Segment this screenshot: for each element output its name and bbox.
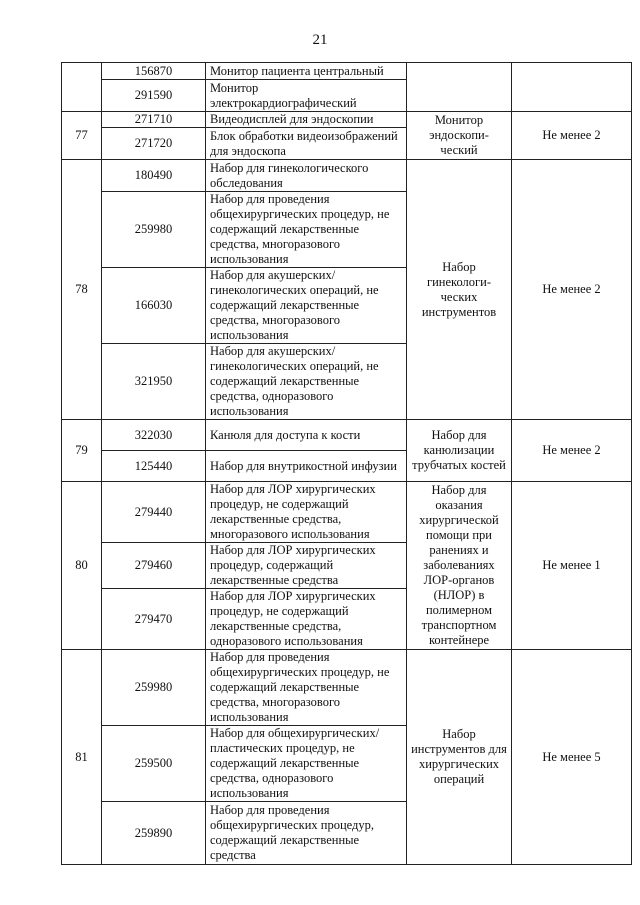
code-cell: 279460 <box>102 543 206 589</box>
table-row <box>62 160 632 192</box>
code-cell: 279440 <box>102 482 206 543</box>
group-title: Набор для канюлизации трубчатых костей <box>407 420 512 482</box>
name-cell: Монитор электрокардиографический <box>206 80 407 112</box>
code-cell: 259890 <box>102 802 206 865</box>
name-cell: Набор для ЛОР хирургических процедур, содержащий лекарственные средства <box>206 543 407 589</box>
code-cell: 125440 <box>102 451 206 482</box>
item-number: 79 <box>62 420 102 482</box>
table-row <box>62 650 632 726</box>
item-number: 78 <box>62 160 102 420</box>
code-cell: 166030 <box>102 268 206 344</box>
specification-table <box>61 62 632 865</box>
name-cell: Набор для гинекологического обследования <box>206 160 407 192</box>
item-number-empty <box>62 63 102 112</box>
code-cell: 291590 <box>102 80 206 112</box>
group-title: Монитор эндоскопи-ческий <box>407 112 512 160</box>
name-cell: Блок обработки видеоизображений для эндоскопа <box>206 128 407 160</box>
page-number: 21 <box>312 32 328 48</box>
name-cell: Набор для акушерских/гинекологических операций, не содержащий лекарственные средства, многоразового использования <box>206 268 407 344</box>
code-cell: 259500 <box>102 726 206 802</box>
name-cell: Монитор пациента центральный <box>206 63 407 80</box>
code-cell: 279470 <box>102 589 206 650</box>
code-cell: 180490 <box>102 160 206 192</box>
name-cell: Набор для акушерских/гинекологических операций, не содержащий лекарственные средства, одноразового использования <box>206 344 407 420</box>
code-cell: 322030 <box>102 420 206 451</box>
group-title: Набор для оказания хирургической помощи при ранениях и заболеваниях ЛОР-органов (НЛОР) в полимерном транспортном контейнере <box>407 482 512 650</box>
name-cell: Видеодисплей для эндоскопии <box>206 112 407 128</box>
code-cell: 271720 <box>102 128 206 160</box>
group-title: Набор гинекологи-ческих инструментов <box>407 160 512 420</box>
quantity: Не менее 1 <box>512 482 632 650</box>
group-title-empty <box>407 63 512 112</box>
item-number: 81 <box>62 650 102 865</box>
item-number: 77 <box>62 112 102 160</box>
table-row <box>62 482 632 543</box>
name-cell: Набор для проведения общехирургических процедур, не содержащий лекарственные средства, многоразового использования <box>206 192 407 268</box>
quantity: Не менее 2 <box>512 160 632 420</box>
code-cell: 156870 <box>102 63 206 80</box>
quantity: Не менее 2 <box>512 112 632 160</box>
code-cell: 321950 <box>102 344 206 420</box>
name-cell: Набор для проведения общехирургических процедур, содержащий лекарственные средства <box>206 802 407 865</box>
code-cell: 259980 <box>102 192 206 268</box>
item-number: 80 <box>62 482 102 650</box>
quantity: Не менее 5 <box>512 650 632 865</box>
name-cell: Набор для проведения общехирургических процедур, не содержащий лекарственные средства, многоразового использования <box>206 650 407 726</box>
name-cell: Набор для ЛОР хирургических процедур, не содержащий лекарственные средства, многоразового использования <box>206 482 407 543</box>
quantity: Не менее 2 <box>512 420 632 482</box>
name-cell: Набор для внутрикостной инфузии <box>206 451 407 482</box>
table-row <box>62 63 632 80</box>
name-cell: Набор для ЛОР хирургических процедур, не содержащий лекарственные средства, одноразового использования <box>206 589 407 650</box>
name-cell: Канюля для доступа к кости <box>206 420 407 451</box>
table-row <box>62 112 632 128</box>
code-cell: 271710 <box>102 112 206 128</box>
table-row <box>62 420 632 451</box>
quantity-empty <box>512 63 632 112</box>
code-cell: 259980 <box>102 650 206 726</box>
name-cell: Набор для общехирургических/ пластических процедур, не содержащий лекарственные средства, одноразового использования <box>206 726 407 802</box>
group-title: Набор инструментов для хирургических операций <box>407 650 512 865</box>
